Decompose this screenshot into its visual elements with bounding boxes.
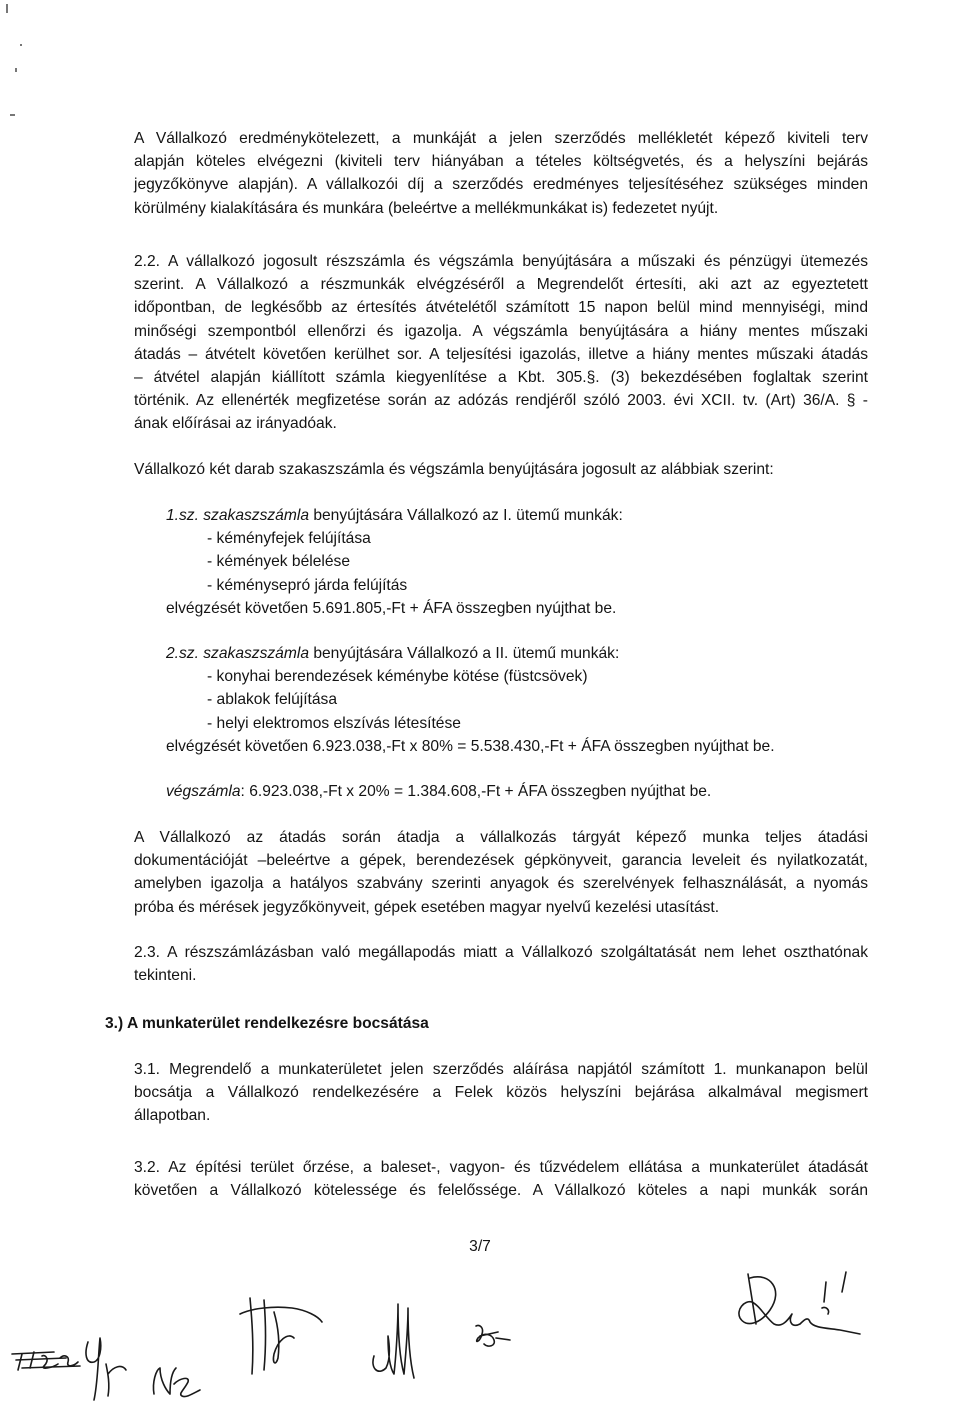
- section-heading: 3.) A munkaterület rendelkezésre bocsátása: [105, 1015, 429, 1032]
- signature-initials-1: [8, 1340, 88, 1380]
- invoice-1-item: - kémények bélelése: [207, 553, 351, 571]
- text-line: állapotban.: [134, 1107, 211, 1125]
- text-line: átadás – átvételt követően kerülhet sor. A teljesítési igazolás, illetve a hiány mentes műszaki átadás: [134, 345, 868, 363]
- page-number: 3/7: [469, 1238, 491, 1255]
- text-line: 3.2. Az építési terület őrzése, a baleset-, vagyon- és tűzvédelem ellátása a munkaterület átadását: [134, 1159, 868, 1176]
- scan-speck: [6, 4, 8, 13]
- invoice-2-label: 2.sz. szakaszszámla: [166, 645, 309, 662]
- paragraph-handover-documentation: [134, 826, 868, 919]
- signature-initials-2: [80, 1330, 130, 1406]
- final-invoice-text: : 6.923.038,-Ft x 20% = 1.384.608,-Ft + ÁFA összegben nyújthat be.: [240, 783, 712, 800]
- text-line: A Vállalkozó az átadás során átadja a vállalkozás tárgyát képező munka teljes átadási: [134, 829, 868, 846]
- invoice-1-label: 1.sz. szakaszszámla: [166, 507, 309, 524]
- paragraph-2-2-invoicing: [134, 250, 868, 436]
- paragraph-3-1: [134, 1058, 868, 1128]
- signature-main: [730, 1262, 870, 1346]
- text-line: minőségi szempontból ellenőrzi és igazolja. A végszámla benyújtására a hiány mentes műszaki: [134, 322, 868, 340]
- text-line: tekinteni.: [134, 967, 197, 985]
- invoice-2-block: [166, 642, 866, 758]
- signature-initials-5: [364, 1296, 424, 1382]
- invoice-1-closing: elvégzését követően 5.691.805,-Ft + ÁFA összegben nyújthat be.: [166, 599, 617, 617]
- text-line: próba és mérések jegyzőkönyveit, gépek esetében magyar nyelvű kezelési utasítást.: [134, 898, 720, 916]
- text-line: történik. Az ellenérték megfizetése során az adózás rendjéről szóló 2003. évi XCII. tv. (Art) 36/A. § -: [134, 392, 868, 410]
- text-line: ának előírásai az irányadóak.: [134, 415, 337, 433]
- text-line: Vállalkozó két darab szakaszszámla és végszámla benyújtására jogosult az alábbiak szerint:: [134, 461, 774, 478]
- invoice-intro: [134, 458, 868, 481]
- text-line: körülmény kialakítására és munkára (beleértve a mellékmunkákat is) fedezetet nyújt.: [134, 199, 719, 217]
- final-invoice: [166, 780, 866, 803]
- invoice-2-item: - ablakok felújítása: [207, 691, 338, 709]
- signature-initials-4: [222, 1290, 332, 1378]
- paragraph-2-3: [134, 941, 868, 987]
- scan-speck: [10, 114, 15, 116]
- text-line: amelyben igazolja a hatályos szabvány szerinti anyagok és szerelvények felhasználását, a nyomás: [134, 875, 868, 893]
- signature-initials-6: [470, 1318, 514, 1354]
- invoice-1-block: [166, 504, 866, 620]
- scan-speck: [20, 44, 22, 46]
- invoice-1-item: - kéménysepró járda felújítás: [207, 576, 408, 594]
- text-line: 2.3. A részszámlázásban való megállapodás miatt a Vállalkozó szolgáltatását nem lehet oszthatónak: [134, 944, 868, 961]
- text-line: követően a Vállalkozó kötelessége és felelőssége. A Vállalkozó köteles a napi munkák során: [134, 1182, 868, 1200]
- paragraph-3-2: [134, 1156, 868, 1202]
- invoice-2-item: - helyi elektromos elszívás létesítése: [207, 714, 461, 732]
- text-line: 3.1. Megrendelő a munkaterületet jelen szerződés aláírása napjától számított 1. munkanapon belül: [134, 1061, 868, 1078]
- text-line: – átvétel alapján kiállított számla kiegyenlítése a Kbt. 305.§. (3) bekezdésében foglaltak szerint: [134, 369, 868, 387]
- text-line: időpontban, de legkésőbb az értesítés átvételétől számított 15 napon belül mind mennyiségi, mind: [134, 299, 868, 317]
- text-line: 2.2. A vállalkozó jogosult részszámla és végszámla benyújtására a műszaki és pénzügyi ütemezés: [134, 253, 868, 270]
- invoice-1-item: - kéményfejek felújítása: [207, 530, 371, 548]
- invoice-2-closing: elvégzését követően 6.923.038,-Ft x 80% = 5.538.430,-Ft + ÁFA összegben nyújthat be.: [166, 737, 775, 755]
- text-line: alapján köteles elvégezni (kiviteli terv hiányában a tételes költségvetés, és a helyszíni bejárás: [134, 153, 868, 171]
- text-line: dokumentációját –beleértve a gépek, berendezések gépkönyveit, garancia leveleit és nyilatkozatát,: [134, 852, 868, 870]
- invoice-2-item: - konyhai berendezések kéménybe kötése (füstcsövek): [207, 668, 588, 686]
- signature-initials-3: [148, 1360, 208, 1406]
- text-line: A Vállalkozó eredménykötelezett, a munkáját a jelen szerződés mellékletét képező kiviteli terv: [134, 130, 868, 147]
- invoice-1-heading: 1.sz. szakaszszámla benyújtására Vállalkozó az I. ütemű munkák:: [166, 507, 623, 524]
- text-line: bocsátja a Vállalkozó rendelkezésére a Felek közös helyszíni bejárása alkalmával megismert: [134, 1084, 868, 1102]
- text-line: jegyzőkönyve alapján). A vállalkozói díj a szerződés eredményes teljesítéséhez szükséges minden: [134, 176, 868, 194]
- paragraph-performance-obligation: [134, 127, 868, 220]
- invoice-2-heading: 2.sz. szakaszszámla benyújtására Vállalkozó a II. ütemű munkák:: [166, 645, 620, 662]
- scan-speck: [15, 68, 17, 72]
- text-line: szerint. A Vállalkozó a részmunkák elvégzéséről a Megrendelőt értesíti, aki azt az egyeztetett: [134, 276, 868, 294]
- final-invoice-label: végszámla: [166, 783, 241, 800]
